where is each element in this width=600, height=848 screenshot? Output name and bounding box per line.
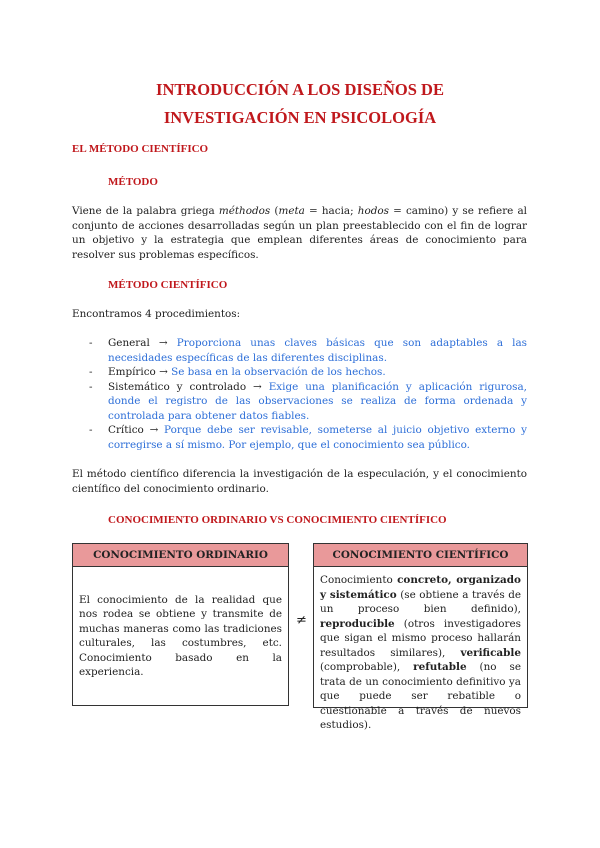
subheading-vs: CONOCIMIENTO ORDINARIO VS CONOCIMIENTO CIENTÍFICO bbox=[108, 514, 447, 526]
cientifico-text: Conocimiento concreto, organizado y sistemático (se obtiene a través de un proceso bien definido), reproducible (otros investigadores que sigan el mismo proceso hallarán resultados similares), verificable (comprobable), refutable (no se trata de un conocimiento definitivo ya que puede ser rebatible o cuestionable a través de nuevos estudios). bbox=[320, 574, 521, 731]
document-title bbox=[0, 76, 600, 132]
cientifico-box bbox=[313, 543, 528, 731]
list-item: - Sistemático y controlado → Exige una planificación y aplicación rigurosa, donde el registro de las observaciones se realiza de forma ordenada y controlada para obtener datos fiables. bbox=[89, 380, 527, 422]
ordinario-box bbox=[72, 543, 289, 706]
list-item: - Empírico → Se basa en la observación de los hechos. bbox=[89, 366, 386, 378]
subheading-metodo-cientifico: MÉTODO CIENTÍFICO bbox=[108, 279, 228, 291]
ordinario-text: El conocimiento de la realidad que nos rodea se obtiene y transmite de muchas maneras como las tradiciones culturales, las costumbres, etc. Conocimiento basado en la experiencia. bbox=[79, 593, 282, 678]
metodo-paragraph: Viene de la palabra griega méthodos (meta = hacia; hodos = camino) y se refiere al conjunto de acciones desarrolladas según un plan preestablecido con el fin de lograr un objetivo y la estrategia que emplean diferentes áreas de conocimiento para resolver sus problemas específicos. bbox=[72, 205, 527, 261]
section-heading: EL MÉTODO CIENTÍFICO bbox=[72, 143, 209, 155]
title-line-1: INTRODUCCIÓN A LOS DISEÑOS DE bbox=[156, 80, 444, 99]
title-line-2: INVESTIGACIÓN EN PSICOLOGÍA bbox=[163, 108, 437, 127]
list-item: - General → Proporciona unas claves básicas que son adaptables a las necesidades específicas de las diferentes disciplinas. bbox=[89, 337, 527, 364]
conclusion-paragraph: El método científico diferencia la investigación de la especulación, y el conocimiento científico del conocimiento ordinario. bbox=[72, 468, 527, 495]
list-item: - Crítico → Porque debe ser revisable, someterse al juicio objetivo externo y corregirse a sí mismo. Por ejemplo, que el conocimiento sea público. bbox=[89, 424, 527, 451]
procedures-list bbox=[72, 336, 527, 452]
ordinario-header: CONOCIMIENTO ORDINARIO bbox=[73, 544, 288, 567]
intro-text: Encontramos 4 procedimientos: bbox=[72, 308, 241, 320]
cientifico-header: CONOCIMIENTO CIENTÍFICO bbox=[314, 544, 527, 567]
not-equal-symbol: ≠ bbox=[296, 613, 307, 628]
subheading-metodo: MÉTODO bbox=[108, 176, 158, 188]
